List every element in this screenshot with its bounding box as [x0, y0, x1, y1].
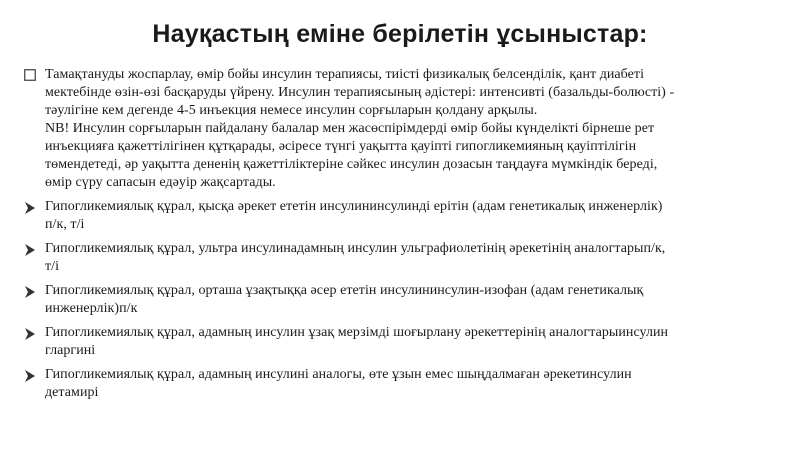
text-line: Гипогликемиялық құрал, қысқа әрекет ететін инсулининсулинді ерітін (адам генетикалық инженерлік): [45, 199, 663, 214]
text-line: инъекцияға қажеттілігінен құтқарады, әсіресе түнгі уақытта қауіпті гипогликемияның қауіптілігін: [45, 139, 637, 154]
list-item-glargine: [24, 324, 792, 360]
text-line: NB! Инсулин сорғыларын пайдалану балалар мен жасөспірімдерді өмір бойы күнделікті бірнеше рет: [45, 121, 655, 136]
recommendations-list: [24, 66, 792, 408]
text-line: детамирі: [45, 385, 99, 400]
text-line: инженерлік)п/к: [45, 301, 138, 316]
checkbox-bullet-icon: [24, 69, 45, 83]
text-line: өмір сүру сапасын едәуір жақсартады.: [45, 175, 276, 190]
text-line: т/і: [45, 259, 60, 274]
list-item-short-acting: [24, 198, 792, 234]
text-line: төмендетеді, әр уақытта дененің қажеттіліктеріне сәйкес инсулин дозасын таңдауға мүмкіндік береді,: [45, 157, 658, 172]
list-item-text: [45, 366, 792, 402]
text-line: тәулігіне кем дегенде 4-5 инъекция немесе инсулин сорғыларын қолдану арқылы.: [45, 103, 538, 118]
text-line: Тамақтануды жоспарлау, өмір бойы инсулин терапиясы, тиісті физикалық белсенділік, қант диабеті: [45, 67, 645, 82]
text-line: п/к, т/і: [45, 217, 85, 232]
list-item-intermediate: [24, 282, 792, 318]
text-line: Гипогликемиялық құрал, адамның инсулині аналогы, өте ұзын емес шыңдалмаған әрекетинсулин: [45, 367, 632, 382]
arrow-bullet-icon: [24, 369, 45, 383]
list-item-detemir: [24, 366, 792, 402]
text-line: Гипогликемиялық құрал, орташа ұзақтыққа әсер ететін инсулининсулин-изофан (адам генетикалық: [45, 283, 644, 298]
arrow-bullet-icon: [24, 327, 45, 341]
list-item-text: [45, 198, 792, 234]
list-item-text: [45, 324, 792, 360]
text-line: мектебінде өзін-өзі басқаруды үйрену. Инсулин терапиясының әдістері: интенсивті (базальды-болюсті) -: [45, 85, 675, 100]
text-line: гларгині: [45, 343, 96, 358]
slide-title: Науқастың еміне берілетін ұсыныстар:: [152, 20, 648, 48]
arrow-bullet-icon: [24, 201, 45, 215]
list-item-text: [45, 66, 792, 192]
list-item-text: [45, 240, 792, 276]
arrow-bullet-icon: [24, 243, 45, 257]
text-line: Гипогликемиялық құрал, адамның инсулин ұзақ мерзімді шоғырлану әрекеттерінің аналогтарыинсулин: [45, 325, 669, 340]
list-item-text: [45, 282, 792, 318]
list-item-planning: [24, 66, 792, 192]
text-line: Гипогликемиялық құрал, ультра инсулинадамның инсулин ульграфиолетінің әрекетінің аналогтарып/к,: [45, 241, 666, 256]
arrow-bullet-icon: [24, 285, 45, 299]
list-item-ultra-short: [24, 240, 792, 276]
